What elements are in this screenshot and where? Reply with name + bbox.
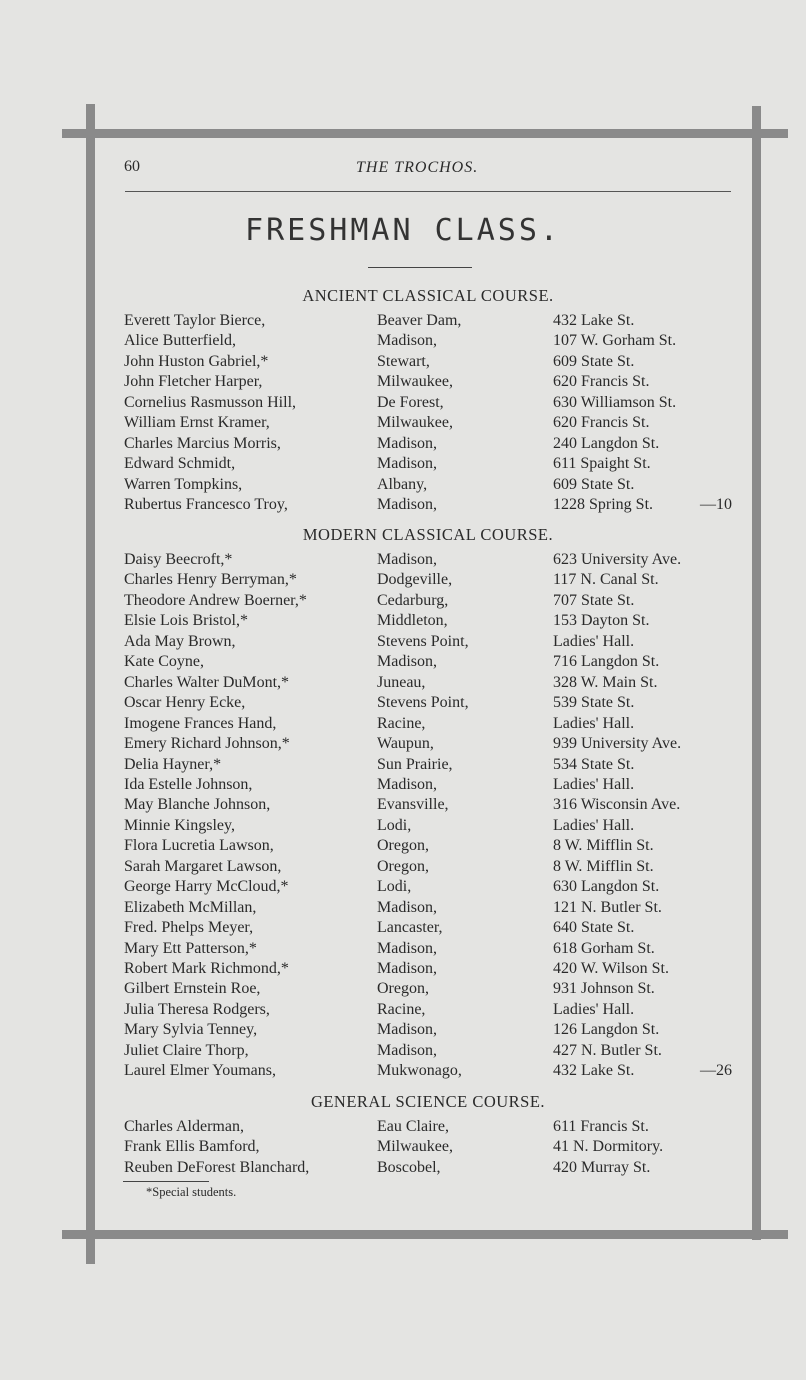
roster-town: Lodi,	[377, 878, 412, 896]
roster-name: Cornelius Rasmusson Hill,	[124, 393, 297, 411]
roster-name: Everett Taylor Bierce,	[124, 312, 266, 329]
roster-town: Oregon,	[377, 837, 429, 855]
roster-town: Madison,	[377, 496, 437, 514]
roster-town: De Forest,	[377, 393, 444, 411]
roster-name: Elizabeth McMillan,	[124, 898, 257, 916]
roster-name: Ida Estelle Johnson,	[124, 775, 253, 793]
roster-row	[0, 632, 806, 652]
roster-name: Sarah Margaret Lawson,	[124, 857, 282, 875]
roster-row	[0, 714, 806, 734]
roster-town: Waupun,	[377, 735, 434, 753]
roster-row	[0, 454, 806, 474]
roster-row	[0, 979, 806, 999]
roster-town: Dodgeville,	[377, 571, 453, 589]
roster-row	[0, 693, 806, 713]
roster-row	[0, 495, 806, 515]
roster-town: Madison,	[377, 551, 437, 568]
section-count: —26	[700, 1062, 732, 1080]
roster-town: Madison,	[377, 332, 437, 350]
roster-name: Rubertus Francesco Troy,	[124, 496, 288, 514]
roster-row	[0, 393, 806, 413]
roster-address: Ladies' Hall.	[553, 632, 635, 650]
roster-town: Albany,	[377, 475, 428, 493]
roster-row	[0, 816, 806, 836]
page-number: 60	[124, 158, 140, 175]
roster-town: Oregon,	[377, 857, 429, 875]
roster-town: Boscobel,	[377, 1158, 441, 1176]
roster-row	[0, 475, 806, 495]
roster-row	[0, 775, 806, 795]
section-heading: MODERN CLASSICAL COURSE.	[302, 525, 554, 544]
roster-name: Mary Sylvia Tenney,	[124, 1021, 258, 1039]
roster-row	[0, 898, 806, 918]
roster-name: Minnie Kingsley,	[124, 816, 235, 834]
section-count: —10	[700, 496, 732, 514]
roster-address: 316 Wisconsin Ave.	[553, 796, 681, 814]
roster-row	[0, 352, 806, 372]
roster-address: 121 N. Butler St.	[553, 898, 662, 916]
roster-address: 611 Spaight St.	[553, 455, 651, 473]
roster-row	[0, 1020, 806, 1040]
roster-town: Madison,	[377, 1041, 437, 1059]
roster-name: Charles Marcius Morris,	[124, 434, 281, 452]
roster-address: 623 University Ave.	[553, 551, 682, 568]
footnote: *Special students.	[146, 1185, 237, 1199]
roster-address: 620 Francis St.	[553, 414, 650, 432]
roster-town: Madison,	[377, 775, 437, 793]
roster-address: 620 Francis St.	[553, 373, 650, 391]
roster-address: 432 Lake St.	[553, 312, 635, 329]
roster-town: Madison,	[377, 1021, 437, 1039]
roster-town: Cedarburg,	[377, 591, 449, 609]
roster-address: 609 State St.	[553, 475, 635, 493]
roster-address: Ladies' Hall.	[553, 1000, 635, 1018]
roster-address: 153 Dayton St.	[553, 612, 650, 630]
roster-row	[0, 652, 806, 672]
bottom-border-rule	[62, 1230, 788, 1239]
roster-row	[0, 939, 806, 959]
roster-name: Gilbert Ernstein Roe,	[124, 980, 261, 998]
roster-name: Edward Schmidt,	[124, 455, 236, 473]
roster-row	[0, 372, 806, 392]
roster-row	[0, 550, 806, 570]
roster-address: 8 W. Mifflin St.	[553, 857, 654, 875]
page-title: FRESHMAN CLASS.	[245, 213, 561, 248]
roster-name: Ada May Brown,	[124, 632, 236, 650]
roster-address: 534 State St.	[553, 755, 635, 773]
roster-name: Charles Alderman,	[124, 1118, 244, 1135]
roster-name: Julia Theresa Rodgers,	[124, 1000, 270, 1018]
roster-address: 432 Lake St.	[553, 1062, 635, 1080]
roster-name: Laurel Elmer Youmans,	[124, 1062, 276, 1080]
roster-address: 716 Langdon St.	[553, 653, 660, 671]
title-divider	[368, 267, 472, 268]
roster-address: 539 State St.	[553, 694, 635, 712]
roster-town: Oregon,	[377, 980, 429, 998]
roster-row	[0, 611, 806, 631]
roster-address: 630 Langdon St.	[553, 878, 660, 896]
roster-town: Stewart,	[377, 352, 430, 370]
roster-name: Reuben DeForest Blanchard,	[124, 1158, 310, 1176]
roster-name: Robert Mark Richmond,*	[124, 960, 289, 977]
roster-row	[0, 1158, 806, 1178]
roster-row	[0, 734, 806, 754]
roster-address: Ladies' Hall.	[553, 775, 635, 793]
roster-address: 420 Murray St.	[553, 1158, 651, 1176]
roster-address: 611 Francis St.	[553, 1118, 649, 1135]
roster-address: 630 Williamson St.	[553, 393, 677, 411]
roster-name: Oscar Henry Ecke,	[124, 694, 246, 712]
roster-address: 420 W. Wilson St.	[553, 960, 669, 977]
roster-address: 931 Johnson St.	[553, 980, 655, 998]
roster-row	[0, 331, 806, 351]
roster-row	[0, 570, 806, 590]
roster-name: William Ernst Kramer,	[124, 414, 270, 432]
roster-address: 41 N. Dormitory.	[553, 1138, 664, 1156]
roster-name: Juliet Claire Thorp,	[124, 1041, 249, 1059]
roster-town: Eau Claire,	[377, 1118, 449, 1135]
roster-town: Milwaukee,	[377, 373, 453, 391]
roster-town: Madison,	[377, 898, 437, 916]
roster-name: Charles Walter DuMont,*	[124, 673, 290, 691]
roster-row	[0, 434, 806, 454]
roster-name: Warren Tompkins,	[124, 475, 243, 493]
roster-town: Mukwonago,	[377, 1062, 462, 1080]
roster-row	[0, 673, 806, 693]
roster-town: Madison,	[377, 960, 437, 977]
roster-name: Elsie Lois Bristol,*	[124, 612, 248, 630]
roster-town: Beaver Dam,	[377, 312, 462, 329]
roster-town: Stevens Point,	[377, 694, 469, 712]
roster-row	[0, 1117, 806, 1137]
roster-row	[0, 918, 806, 938]
roster-name: Emery Richard Johnson,*	[124, 735, 290, 753]
roster-row	[0, 311, 806, 331]
header-divider	[125, 191, 731, 192]
roster-row	[0, 836, 806, 856]
roster-row	[0, 755, 806, 775]
roster-address: 117 N. Canal St.	[553, 571, 659, 589]
roster-name: Delia Hayner,*	[124, 755, 222, 773]
footnote-divider	[123, 1181, 209, 1182]
roster-town: Lancaster,	[377, 919, 443, 937]
roster-row	[0, 1061, 806, 1081]
roster-name: George Harry McCloud,*	[124, 878, 289, 896]
section-heading: GENERAL SCIENCE COURSE.	[310, 1092, 546, 1111]
roster-name: Kate Coyne,	[124, 653, 204, 671]
roster-name: Imogene Frances Hand,	[124, 714, 277, 732]
roster-town: Lodi,	[377, 816, 412, 834]
roster-address: 126 Langdon St.	[553, 1021, 660, 1039]
roster-name: John Huston Gabriel,*	[124, 352, 269, 370]
roster-row	[0, 1000, 806, 1020]
roster-address: 609 State St.	[553, 352, 635, 370]
roster-row	[0, 591, 806, 611]
roster-address: 8 W. Mifflin St.	[553, 837, 654, 855]
roster-town: Milwaukee,	[377, 1138, 453, 1156]
roster-name: Alice Butterfield,	[124, 332, 236, 350]
roster-address: 1228 Spring St.	[553, 496, 654, 514]
roster-name: Flora Lucretia Lawson,	[124, 837, 274, 855]
roster-address: 240 Langdon St.	[553, 434, 660, 452]
roster-address: 939 University Ave.	[553, 735, 682, 753]
roster-town: Sun Prairie,	[377, 755, 453, 773]
roster-town: Middleton,	[377, 612, 448, 630]
roster-town: Juneau,	[377, 673, 426, 691]
roster-row	[0, 1137, 806, 1157]
roster-row	[0, 1041, 806, 1061]
roster-address: Ladies' Hall.	[553, 714, 635, 732]
roster-row	[0, 413, 806, 433]
roster-name: Frank Ellis Bamford,	[124, 1138, 260, 1156]
roster-address: 328 W. Main St.	[553, 673, 658, 691]
roster-row	[0, 857, 806, 877]
roster-town: Madison,	[377, 455, 437, 473]
roster-town: Milwaukee,	[377, 414, 453, 432]
roster-town: Evansville,	[377, 796, 449, 814]
section-heading: ANCIENT CLASSICAL COURSE.	[302, 286, 554, 305]
roster-row	[0, 959, 806, 979]
roster-town: Racine,	[377, 1000, 426, 1018]
roster-name: John Fletcher Harper,	[124, 373, 263, 391]
roster-row	[0, 795, 806, 815]
top-border-rule	[62, 129, 788, 138]
roster-address: 427 N. Butler St.	[553, 1041, 662, 1059]
roster-address: 640 State St.	[553, 919, 635, 937]
roster-row	[0, 877, 806, 897]
roster-town: Racine,	[377, 714, 426, 732]
roster-name: Mary Ett Patterson,*	[124, 939, 257, 957]
roster-address: 618 Gorham St.	[553, 939, 655, 957]
roster-name: Charles Henry Berryman,*	[124, 571, 297, 589]
roster-address: 707 State St.	[553, 591, 635, 609]
roster-town: Madison,	[377, 434, 437, 452]
roster-address: 107 W. Gorham St.	[553, 332, 677, 350]
roster-name: May Blanche Johnson,	[124, 796, 271, 814]
roster-town: Stevens Point,	[377, 632, 469, 650]
roster-name: Daisy Beecroft,*	[124, 551, 233, 568]
running-head: THE TROCHOS.	[356, 159, 479, 176]
roster-town: Madison,	[377, 653, 437, 671]
roster-address: Ladies' Hall.	[553, 816, 635, 834]
roster-name: Theodore Andrew Boerner,*	[124, 591, 307, 609]
roster-name: Fred. Phelps Meyer,	[124, 919, 254, 937]
roster-town: Madison,	[377, 939, 437, 957]
